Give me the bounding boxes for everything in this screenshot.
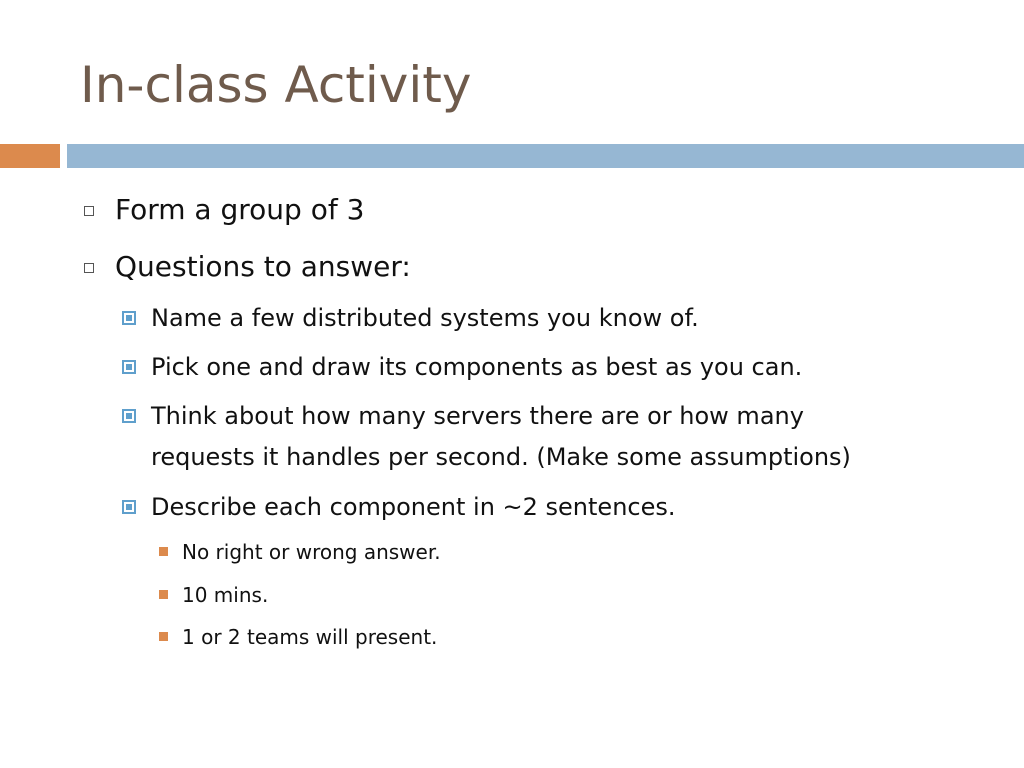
sub-bullet-text: Describe each component in ~2 sentences.	[151, 493, 676, 521]
sub-bullet-text: Think about how many servers there are or how many	[151, 402, 804, 430]
filled-square-bullet-icon	[159, 632, 168, 641]
sub-bullet-text: Pick one and draw its components as best as you can.	[151, 353, 803, 381]
filled-square-bullet-icon	[159, 547, 168, 556]
sub-bullet-text-continued: requests it handles per second. (Make some assumptions)	[151, 443, 851, 471]
framed-square-bullet-icon	[122, 360, 136, 374]
sub-sub-bullet-text: 10 mins.	[182, 583, 269, 607]
bullet-text: Questions to answer:	[115, 250, 411, 283]
framed-square-bullet-icon	[122, 500, 136, 514]
sub-sub-bullet-text: 1 or 2 teams will present.	[182, 625, 438, 649]
filled-square-bullet-icon	[159, 590, 168, 599]
hollow-square-bullet-icon	[84, 206, 94, 216]
framed-square-bullet-icon	[122, 409, 136, 423]
sub-bullet-text: Name a few distributed systems you know of.	[151, 304, 699, 332]
slide-title: In-class Activity	[80, 56, 472, 114]
hollow-square-bullet-icon	[84, 263, 94, 273]
sub-sub-bullet-text: No right or wrong answer.	[182, 540, 441, 564]
framed-square-bullet-icon	[122, 311, 136, 325]
bullet-text: Form a group of 3	[115, 193, 365, 226]
